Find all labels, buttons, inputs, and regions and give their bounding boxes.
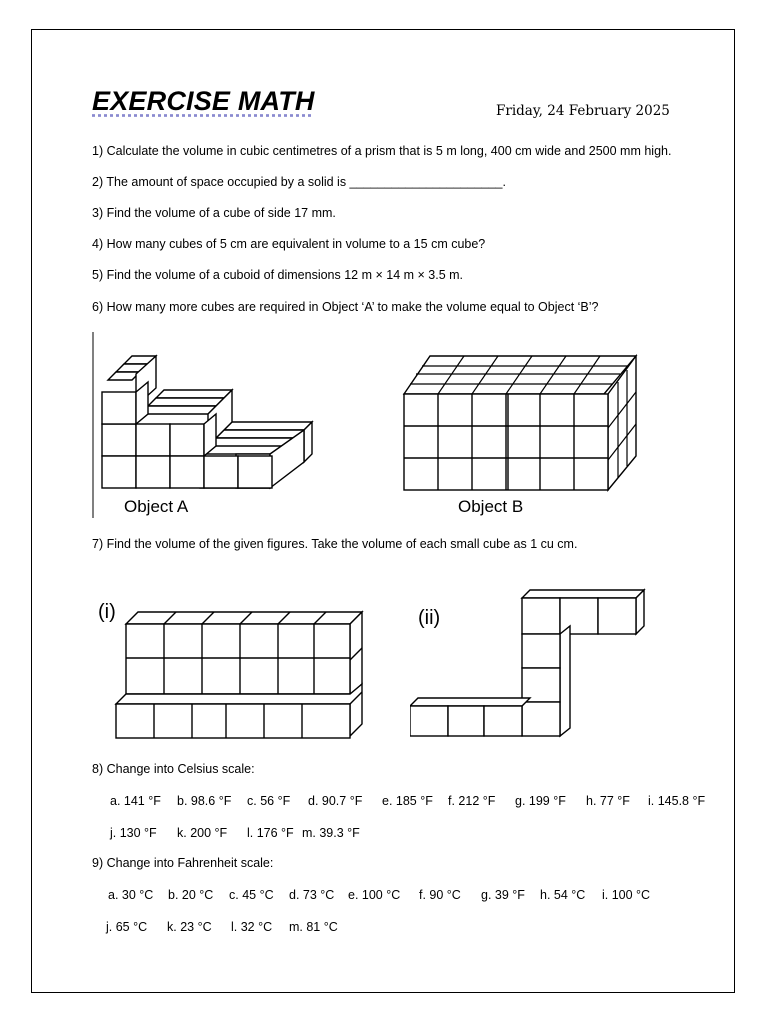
fahrenheit-a: a. 30 °C bbox=[108, 888, 154, 902]
figure-i-label: (i) bbox=[98, 601, 116, 623]
page-title: EXERCISE MATH bbox=[92, 86, 315, 116]
object-b-figure bbox=[398, 350, 658, 522]
figure-i-cubes bbox=[116, 612, 362, 738]
question-8: 8) Change into Celsius scale: bbox=[92, 762, 255, 776]
fahrenheit-g: g. 39 °F bbox=[481, 888, 525, 902]
figure-ii-label: (ii) bbox=[418, 607, 441, 629]
figure-ii bbox=[410, 586, 650, 746]
celsius-d: d. 90.7 °F bbox=[308, 794, 363, 808]
question-9: 9) Change into Fahrenheit scale: bbox=[92, 856, 274, 870]
celsius-f: f. 212 °F bbox=[448, 794, 496, 808]
question-1: 1) Calculate the volume in cubic centimetres of a prism that is 5 m long, 400 cm wide and 2500 mm high. bbox=[92, 144, 672, 158]
celsius-h: h. 77 °F bbox=[586, 794, 630, 808]
celsius-l: l. 176 °F bbox=[247, 826, 294, 840]
question-5: 5) Find the volume of a cuboid of dimensions 12 m × 14 m × 3.5 m. bbox=[92, 268, 464, 282]
fahrenheit-d: d. 73 °C bbox=[289, 888, 335, 902]
figure-ii-cubes bbox=[410, 590, 644, 736]
question-2: 2) The amount of space occupied by a solid is ______________________. bbox=[92, 175, 506, 189]
question-7: 7) Find the volume of the given figures. Take the volume of each small cube as 1 cu cm. bbox=[92, 537, 578, 551]
fahrenheit-f: f. 90 °C bbox=[419, 888, 461, 902]
figure-i bbox=[92, 594, 372, 744]
object-a-label: Object A bbox=[124, 497, 189, 516]
celsius-i: i. 145.8 °F bbox=[648, 794, 706, 808]
fahrenheit-b: b. 20 °C bbox=[168, 888, 214, 902]
celsius-j: j. 130 °F bbox=[110, 826, 157, 840]
question-3: 3) Find the volume of a cube of side 17 mm. bbox=[92, 206, 336, 220]
date-line: Friday, 24 February 2025 bbox=[496, 103, 670, 119]
question-6: 6) How many more cubes are required in Object ‘A’ to make the volume equal to Object ‘B’? bbox=[92, 300, 599, 314]
celsius-m: m. 39.3 °F bbox=[302, 826, 360, 840]
object-b-cubes bbox=[404, 356, 636, 490]
celsius-a: a. 141 °F bbox=[110, 794, 161, 808]
celsius-c: c. 56 °F bbox=[247, 794, 291, 808]
fahrenheit-k: k. 23 °C bbox=[167, 920, 212, 934]
fahrenheit-m: m. 81 °C bbox=[289, 920, 338, 934]
celsius-e: e. 185 °F bbox=[382, 794, 433, 808]
question-4: 4) How many cubes of 5 cm are equivalent in volume to a 15 cm cube? bbox=[92, 237, 486, 251]
object-b-label: Object B bbox=[458, 497, 524, 516]
fahrenheit-c: c. 45 °C bbox=[229, 888, 274, 902]
object-a-figure bbox=[92, 328, 332, 520]
celsius-g: g. 199 °F bbox=[515, 794, 566, 808]
fahrenheit-h: h. 54 °C bbox=[540, 888, 586, 902]
fahrenheit-j: j. 65 °C bbox=[106, 920, 148, 934]
object-a-cubes bbox=[102, 356, 312, 488]
fahrenheit-l: l. 32 °C bbox=[231, 920, 273, 934]
fahrenheit-i: i. 100 °C bbox=[602, 888, 651, 902]
celsius-k: k. 200 °F bbox=[177, 826, 228, 840]
fahrenheit-e: e. 100 °C bbox=[348, 888, 401, 902]
celsius-b: b. 98.6 °F bbox=[177, 794, 232, 808]
